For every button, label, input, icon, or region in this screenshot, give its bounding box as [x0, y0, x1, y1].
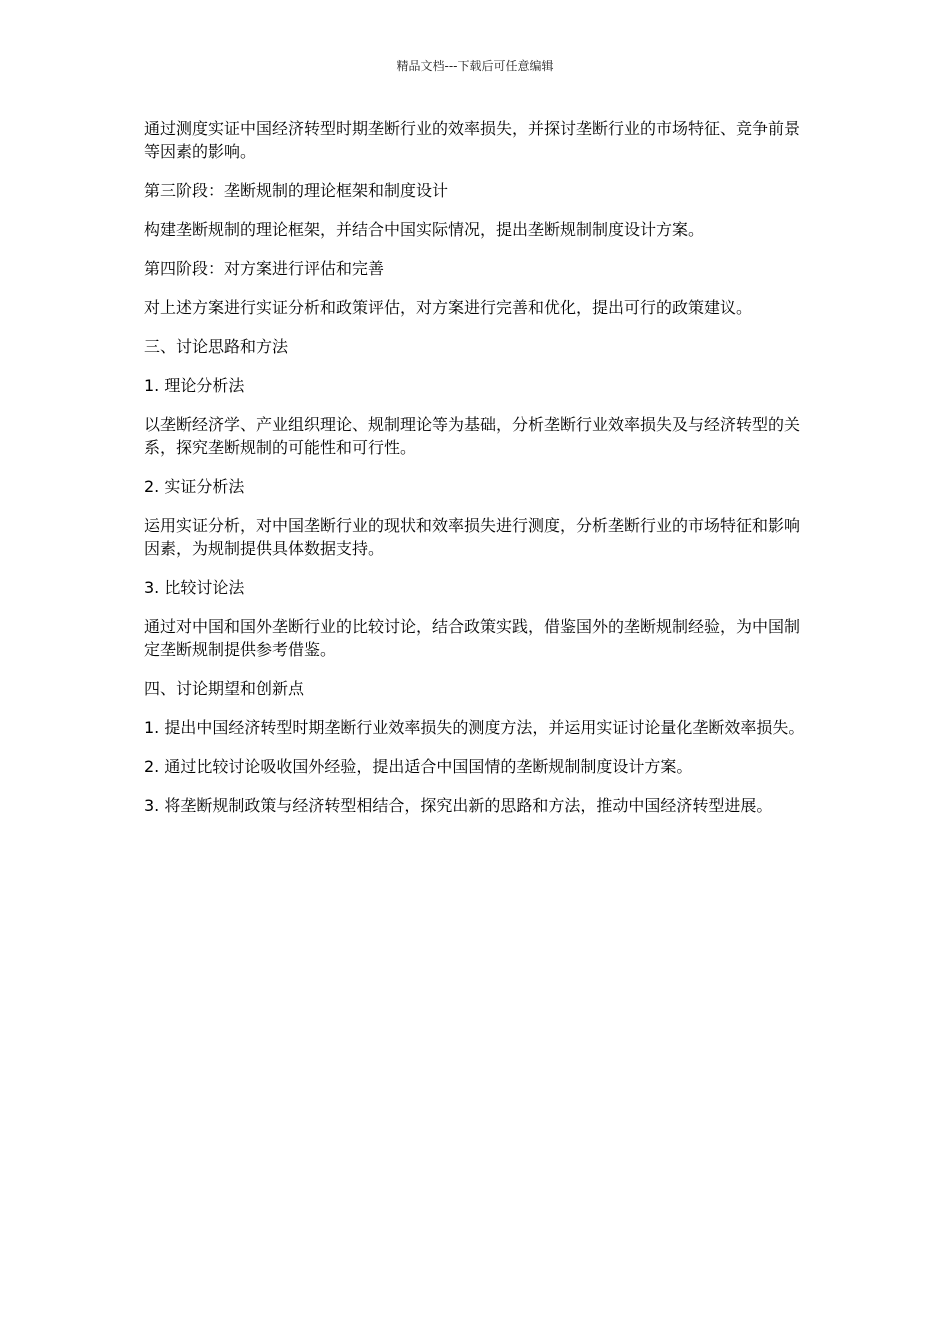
method-two-heading: 2. 实证分析法	[144, 477, 245, 496]
method-three-heading: 3. 比较讨论法	[144, 578, 245, 597]
innovation-point-two: 2. 通过比较讨论吸收国外经验，提出适合中国国情的垄断规制制度设计方案。	[144, 757, 693, 776]
section-four-heading: 四、讨论期望和创新点	[144, 679, 305, 698]
method-one-text: 以垄断经济学、产业组织理论、规制理论等为基础，分析垄断行业效率损失及与经济转型的关系，探究垄断规制的可能性和可行性。	[144, 415, 801, 457]
innovation-point-three: 3. 将垄断规制政策与经济转型相结合，探究出新的思路和方法，推动中国经济转型进展。	[144, 796, 773, 815]
stage-four-text: 对上述方案进行实证分析和政策评估，对方案进行完善和优化，提出可行的政策建议。	[144, 298, 753, 317]
stage-three-text: 构建垄断规制的理论框架，并结合中国实际情况，提出垄断规制制度设计方案。	[144, 220, 705, 239]
paragraph-intro-continued: 通过测度实证中国经济转型时期垄断行业的效率损失，并探讨垄断行业的市场特征、竞争前景等因素的影响。	[144, 119, 801, 161]
method-three-text: 通过对中国和国外垄断行业的比较讨论，结合政策实践，借鉴国外的垄断规制经验，为中国制定垄断规制提供参考借鉴。	[144, 617, 801, 659]
section-three-heading: 三、讨论思路和方法	[144, 337, 289, 356]
method-one-heading: 1. 理论分析法	[144, 376, 245, 395]
stage-three-heading: 第三阶段：垄断规制的理论框架和制度设计	[144, 181, 449, 200]
method-two-text: 运用实证分析，对中国垄断行业的现状和效率损失进行测度，分析垄断行业的市场特征和影响因素，为规制提供具体数据支持。	[144, 516, 801, 558]
innovation-point-one: 1. 提出中国经济转型时期垄断行业效率损失的测度方法，并运用实证讨论量化垄断效率损失。	[144, 718, 805, 737]
document-body	[144, 117, 808, 833]
stage-four-heading: 第四阶段：对方案进行评估和完善	[144, 259, 385, 278]
page-header: 精品文档---下载后可任意编辑	[396, 59, 554, 73]
